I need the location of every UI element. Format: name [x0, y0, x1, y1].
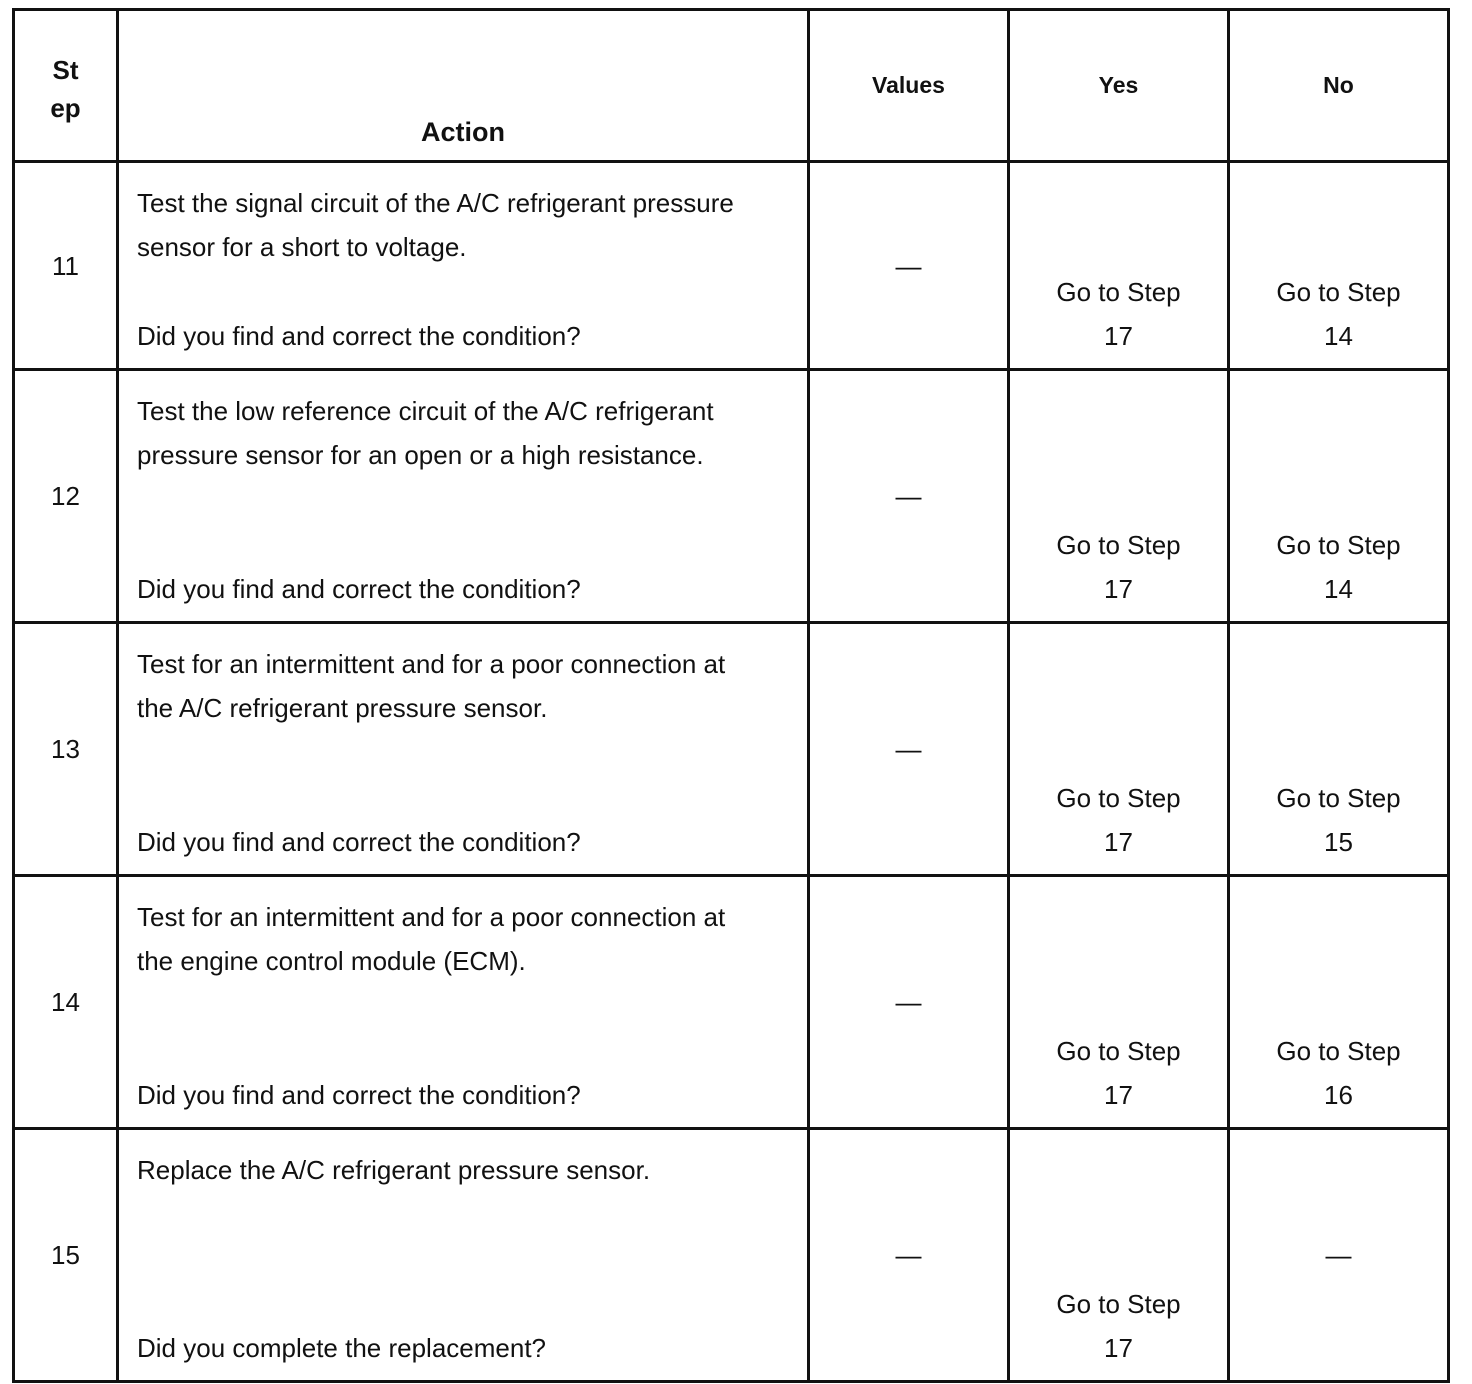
- yes-cell: [1009, 623, 1229, 876]
- table-row: [14, 623, 1449, 876]
- no-step-number: 16: [1324, 1080, 1353, 1110]
- step-number: 13: [14, 623, 118, 876]
- yes-go-to-label: Go to Step: [1056, 1036, 1181, 1066]
- no-step-number: 15: [1324, 827, 1353, 857]
- values-cell: —: [809, 162, 1009, 370]
- action-text: Test for an intermittent and for a poor connection at the A/C refrigerant pressure sensor.: [137, 649, 726, 723]
- no-cell: [1229, 623, 1449, 876]
- header-row: [14, 10, 1449, 162]
- yes-step-number: 17: [1104, 321, 1133, 351]
- action-text: Replace the A/C refrigerant pressure sensor.: [137, 1155, 651, 1185]
- yes-cell: [1009, 1129, 1229, 1382]
- yes-step-number: 17: [1104, 574, 1133, 604]
- no-cell: [1229, 370, 1449, 623]
- yes-cell: [1009, 162, 1229, 370]
- action-cell: [118, 370, 809, 623]
- step-number: 15: [14, 1129, 118, 1382]
- header-step: [14, 10, 118, 162]
- action-cell: [118, 623, 809, 876]
- action-cell: [118, 1129, 809, 1382]
- no-cell: [1229, 162, 1449, 370]
- step-number: 11: [14, 162, 118, 370]
- yes-cell: [1009, 370, 1229, 623]
- no-step-number: 14: [1324, 321, 1353, 351]
- yes-cell: [1009, 876, 1229, 1129]
- no-go-to-label: Go to Step: [1276, 277, 1401, 307]
- no-go-to-label: Go to Step: [1276, 530, 1401, 560]
- action-text: Test the low reference circuit of the A/C refrigerant pressure sensor for an open or a high resistance.: [137, 396, 714, 470]
- action-cell: [118, 876, 809, 1129]
- table-row: [14, 162, 1449, 370]
- action-question: Did you find and correct the condition?: [137, 1080, 581, 1110]
- header-step-line2: ep: [50, 92, 81, 123]
- yes-step-number: 17: [1104, 1333, 1133, 1363]
- action-text: Test for an intermittent and for a poor connection at the engine control module (ECM).: [137, 902, 726, 976]
- header-step-line1: St: [52, 54, 79, 85]
- table-row: [14, 876, 1449, 1129]
- no-go-to-label: Go to Step: [1276, 783, 1401, 813]
- header-action: Action: [118, 10, 809, 162]
- action-question: Did you complete the replacement?: [137, 1333, 547, 1363]
- diagnostic-table-container: [12, 8, 1450, 1383]
- header-values: Values: [809, 10, 1009, 162]
- yes-go-to-label: Go to Step: [1056, 783, 1181, 813]
- no-go-to-label: Go to Step: [1276, 1036, 1401, 1066]
- values-cell: —: [809, 876, 1009, 1129]
- yes-step-number: 17: [1104, 827, 1133, 857]
- values-cell: —: [809, 623, 1009, 876]
- step-number: 14: [14, 876, 118, 1129]
- diagnostic-table: [12, 8, 1450, 1383]
- no-cell: —: [1229, 1129, 1449, 1382]
- yes-go-to-label: Go to Step: [1056, 277, 1181, 307]
- table-row: [14, 370, 1449, 623]
- step-number: 12: [14, 370, 118, 623]
- table-row: [14, 1129, 1449, 1382]
- action-question: Did you find and correct the condition?: [137, 827, 581, 857]
- values-cell: —: [809, 370, 1009, 623]
- yes-go-to-label: Go to Step: [1056, 530, 1181, 560]
- yes-step-number: 17: [1104, 1080, 1133, 1110]
- no-cell: [1229, 876, 1449, 1129]
- action-text: Test the signal circuit of the A/C refrigerant pressure sensor for a short to voltage.: [137, 188, 734, 262]
- no-step-number: 14: [1324, 574, 1353, 604]
- header-no: No: [1229, 10, 1449, 162]
- values-cell: —: [809, 1129, 1009, 1382]
- action-question: Did you find and correct the condition?: [137, 574, 581, 604]
- header-yes: Yes: [1009, 10, 1229, 162]
- yes-go-to-label: Go to Step: [1056, 1289, 1181, 1319]
- action-cell: [118, 162, 809, 370]
- action-question: Did you find and correct the condition?: [137, 321, 581, 351]
